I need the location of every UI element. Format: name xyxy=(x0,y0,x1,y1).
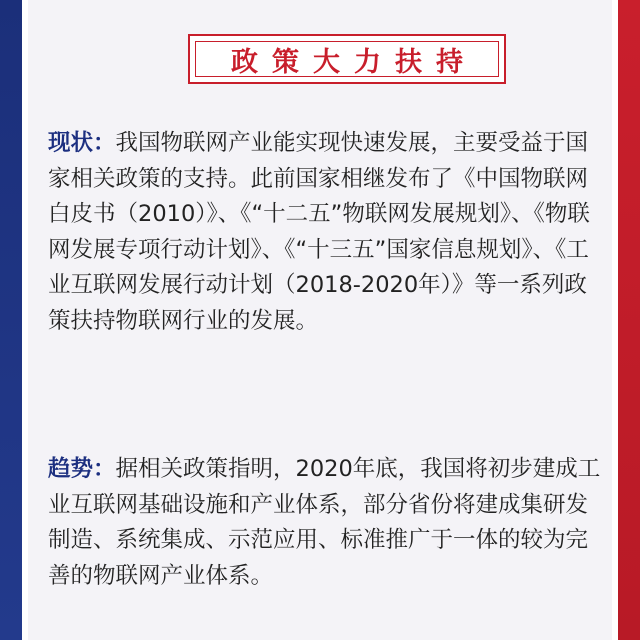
status-paragraph xyxy=(48,126,608,339)
status-lead-label: 现状： xyxy=(48,130,116,156)
right-red-stripe xyxy=(618,0,640,640)
left-blue-stripe xyxy=(0,0,22,640)
content-panel xyxy=(28,0,612,640)
trend-lead-label: 趋势： xyxy=(48,456,116,482)
trend-paragraph xyxy=(48,452,608,594)
title-frame xyxy=(188,34,506,84)
status-body-text: 我国物联网产业能实现快速发展，主要受益于国家相关政策的支持。此前国家相继发布了《中国物联网白皮书（2010）》、《“十二五”物联网发展规划》、《物联网发展专项行动计划》、《“十三五”国家信息规划》、《工业互联网发展行动计划（2018-2020年）》等一系列政策扶持物联网行业的发展。 xyxy=(48,130,590,334)
trend-body-text: 据相关政策指明，2020年底，我国将初步建成工业互联网基础设施和产业体系，部分省份将建成集研发制造、系统集成、示范应用、标准推广于一体的较为完善的物联网产业体系。 xyxy=(48,456,601,589)
page-title: 政策大力扶持 xyxy=(231,46,477,78)
